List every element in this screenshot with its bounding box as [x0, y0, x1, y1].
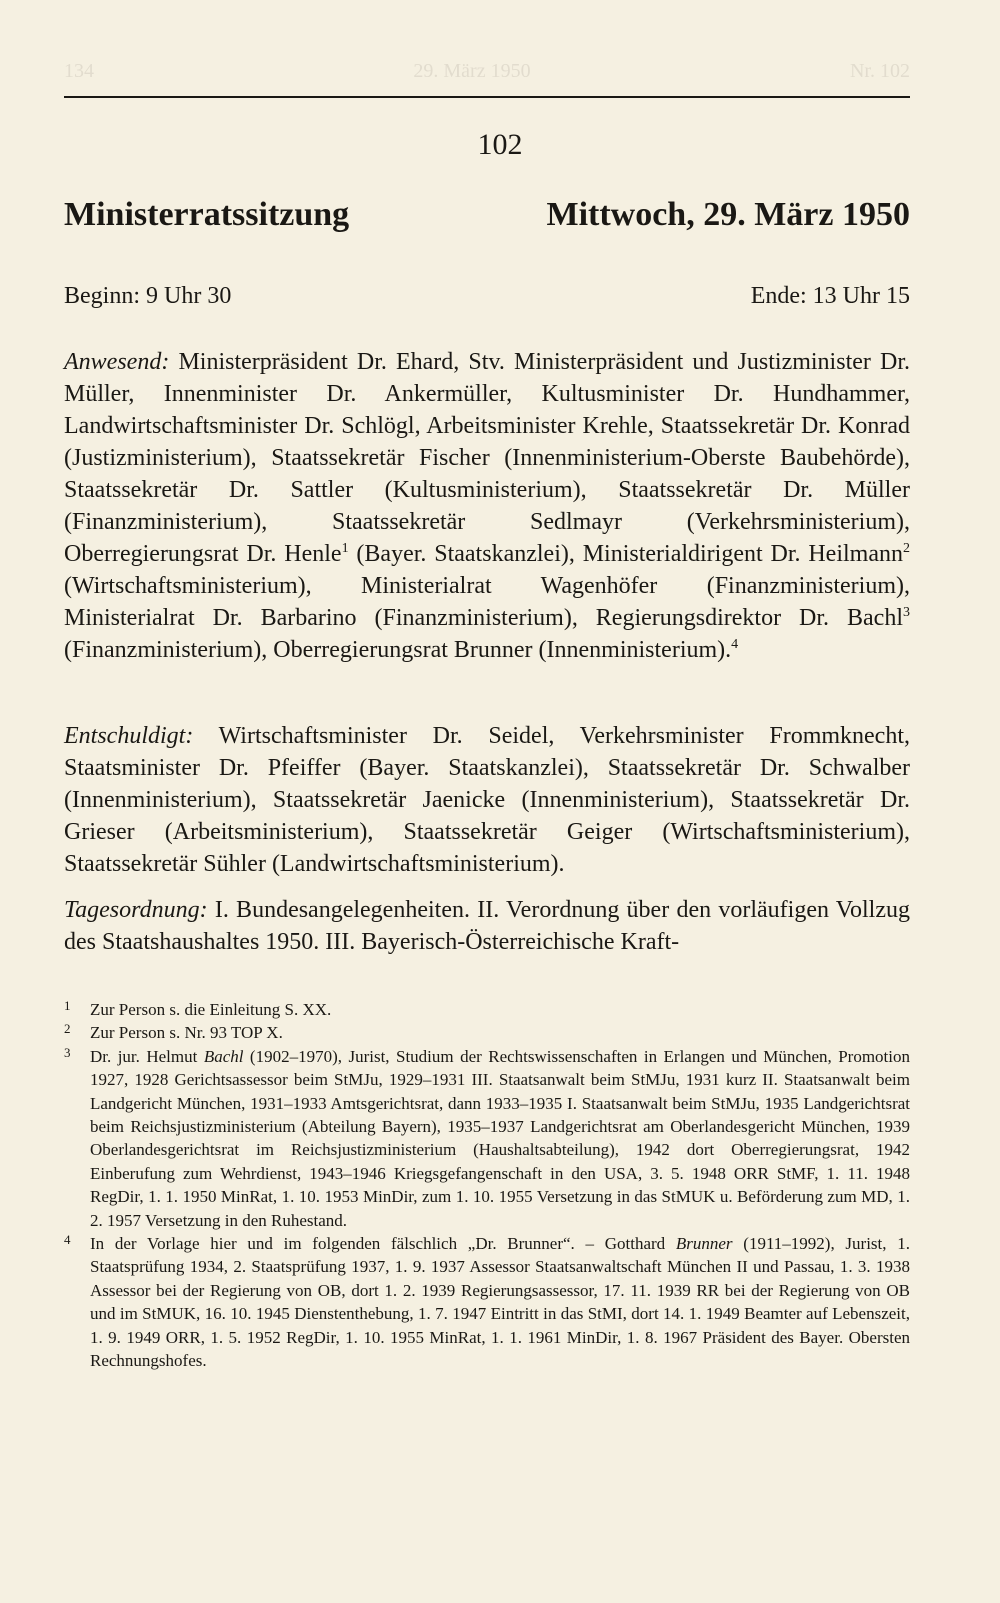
- footnote-ref-1: 1: [341, 541, 349, 556]
- footnote-text: Zur Person s. die Einleitung S. XX.: [90, 1000, 332, 1019]
- footnote-person-name: Brunner: [675, 1234, 733, 1254]
- excused-label: Entschuldigt:: [64, 723, 194, 749]
- end-time: Ende: 13 Uhr 15: [750, 283, 910, 309]
- bleed-through-page: 134: [64, 60, 94, 82]
- footnote-text: [90, 1232, 910, 1372]
- bleed-through-header: [64, 60, 910, 83]
- footnote-4: [64, 1232, 910, 1372]
- agenda-paragraph: [64, 894, 910, 958]
- footnote-text: [90, 1045, 910, 1232]
- footnote-ref-2: 2: [903, 541, 910, 556]
- excused-text: Wirtschaftsminister Dr. Seidel, Verkehrsminister Frommknecht, Staatsminister Dr. Pfeiffer (Bayer. Staatskanzlei), Staatssekretär Dr. Schwalber (Innenministerium), Staatssekretär Jaenicke (Innenministerium), Staatssekretär Dr. Grieser (Arbeitsministerium), Staatssekretär Geiger (Wirtschaftsministerium), Staatssekretär Sühler (Landwirtschaftsministerium).: [64, 723, 910, 877]
- footnote-number: 3: [64, 1044, 71, 1060]
- time-row: [64, 283, 910, 310]
- footnote-2: [64, 1021, 910, 1044]
- attendees-text-b: (Bayer. Staatskanzlei), Ministerialdirigent Dr. Heilmann: [348, 541, 903, 567]
- attendees-paragraph: [64, 346, 910, 666]
- agenda-text: I. Bundesangelegenheiten. II. Verordnung über den vorläufigen Vollzug des Staatshaushaltes 1950. III. Bayerisch-Österreichische Kraft-: [64, 897, 910, 955]
- bleed-through-number: Nr. 102: [849, 60, 910, 82]
- attendees-text-c: (Wirtschaftsministerium), Ministerialrat Wagenhöfer (Finanzministerium), Ministerialrat Dr. Barbarino (Finanzministerium), Regierungsdirektor Dr. Bachl: [64, 573, 910, 631]
- footnotes: [64, 998, 910, 1373]
- footnote-number: 2: [64, 1021, 71, 1037]
- footnote-text-pre: Dr. jur. Helmut: [90, 1046, 204, 1066]
- footnote-1: [64, 998, 910, 1021]
- begin-time: Beginn: 9 Uhr 30: [64, 283, 232, 309]
- attendees-text-a: Ministerpräsident Dr. Ehard, Stv. Ministerpräsident und Justizminister Dr. Müller, Innenminister Dr. Ankermüller, Kultusminister Dr. Hundhammer, Landwirtschaftsminister Dr. Schlögl, Arbeitsminister Krehle, Staatssekretär Dr. Konrad (Justizministerium), Staatssekretär Fischer (Innenministerium-Oberste Baubehörde), Staatssekretär Dr. Sattler (Kultusministerium), Staatssekretär Dr. Müller (Finanzministerium), Staatssekretär Sedlmayr (Verkehrsministerium), Oberregierungsrat Dr. Henle: [64, 349, 910, 567]
- footnote-ref-4: 4: [731, 637, 739, 652]
- footnote-number: 4: [64, 1232, 71, 1248]
- footnote-text-body: (1902–1970), Jurist, Studium der Rechtswissenschaften in Erlangen und München, Promotion 1927, 1928 Gerichtsassessor beim StMJu, 1929–1931 III. Staatsanwalt beim StMJu, 1931 kurz II. Staatsanwalt beim Landgericht München, 1931–1933 Amtsgerichtsrat, dann 1933–1935 I. Staatsanwalt beim StMJu, 1935 Landgerichtsrat beim Reichsjustizministerium (Abteilung Bayern), 1935–1937 Landgerichtsrat am Oberlandesgericht München, 1939 Oberlandesgerichtsrat im Reichsjustizministerium (Haushaltsabteilung), 1942 dort Oberregierungsrat, 1942 Einberufung zum Wehrdienst, 1943–1946 Kriegsgefangenschaft in den USA, 3. 5. 1948 ORR StMF, 1. 11. 1948 RegDir, 1. 1. 1950 MinRat, 1. 10. 1953 MinDir, zum 1. 10. 1955 Versetzung in das StMUK u. Beförderung zum MD, 1. 2. 1957 Versetzung in den Ruhestand.: [90, 1046, 910, 1230]
- session-date: Mittwoch, 29. März 1950: [546, 196, 910, 233]
- footnote-text-body: (1911–1992), Jurist, 1. Staatsprüfung 1934, 2. Staatsprüfung 1937, 1. 9. 1937 Assessor Staatsanwaltschaft München II und Passau, 1. 3. 1938 Assessor bei der Regierung von OB, dort 1. 2. 1939 Regierungsassessor, 17. 11. 1939 RR bei der Regierung von OB und im StMUK, 16. 10. 1945 Dienstenthebung, 1. 7. 1947 Eintritt in das StMI, dort 14. 1. 1949 Beamter auf Lebenszeit, 1. 9. 1949 ORR, 1. 5. 1952 RegDir, 1. 10. 1955 MinRat, 1. 1. 1961 MinDir, 1. 8. 1967 Präsident des Bayer. Obersten Rechnungshofes.: [90, 1234, 910, 1371]
- agenda-label: Tagesordnung:: [64, 897, 208, 923]
- session-title: Ministerratssitzung: [64, 196, 350, 233]
- attendees-label: Anwesend:: [64, 349, 170, 375]
- footnote-3: [64, 1045, 910, 1232]
- bleed-through-date: 29. März 1950: [413, 60, 531, 82]
- footnote-number: 1: [64, 998, 71, 1013]
- header-rule: [64, 96, 910, 98]
- footnote-ref-3: 3: [903, 605, 910, 620]
- attendees-text-d: (Finanzministerium), Oberregierungsrat Brunner (Innenministerium).: [64, 637, 732, 663]
- footnote-text-pre: In der Vorlage hier und im folgenden fälschlich „Dr. Brunner“. – Gotthard: [90, 1234, 676, 1254]
- document-number: 102: [477, 128, 523, 161]
- excused-paragraph: [64, 720, 910, 880]
- footnote-person-name: Bachl: [203, 1046, 244, 1066]
- title-row: [64, 196, 910, 234]
- footnote-text: Zur Person s. Nr. 93 TOP X.: [90, 1023, 283, 1043]
